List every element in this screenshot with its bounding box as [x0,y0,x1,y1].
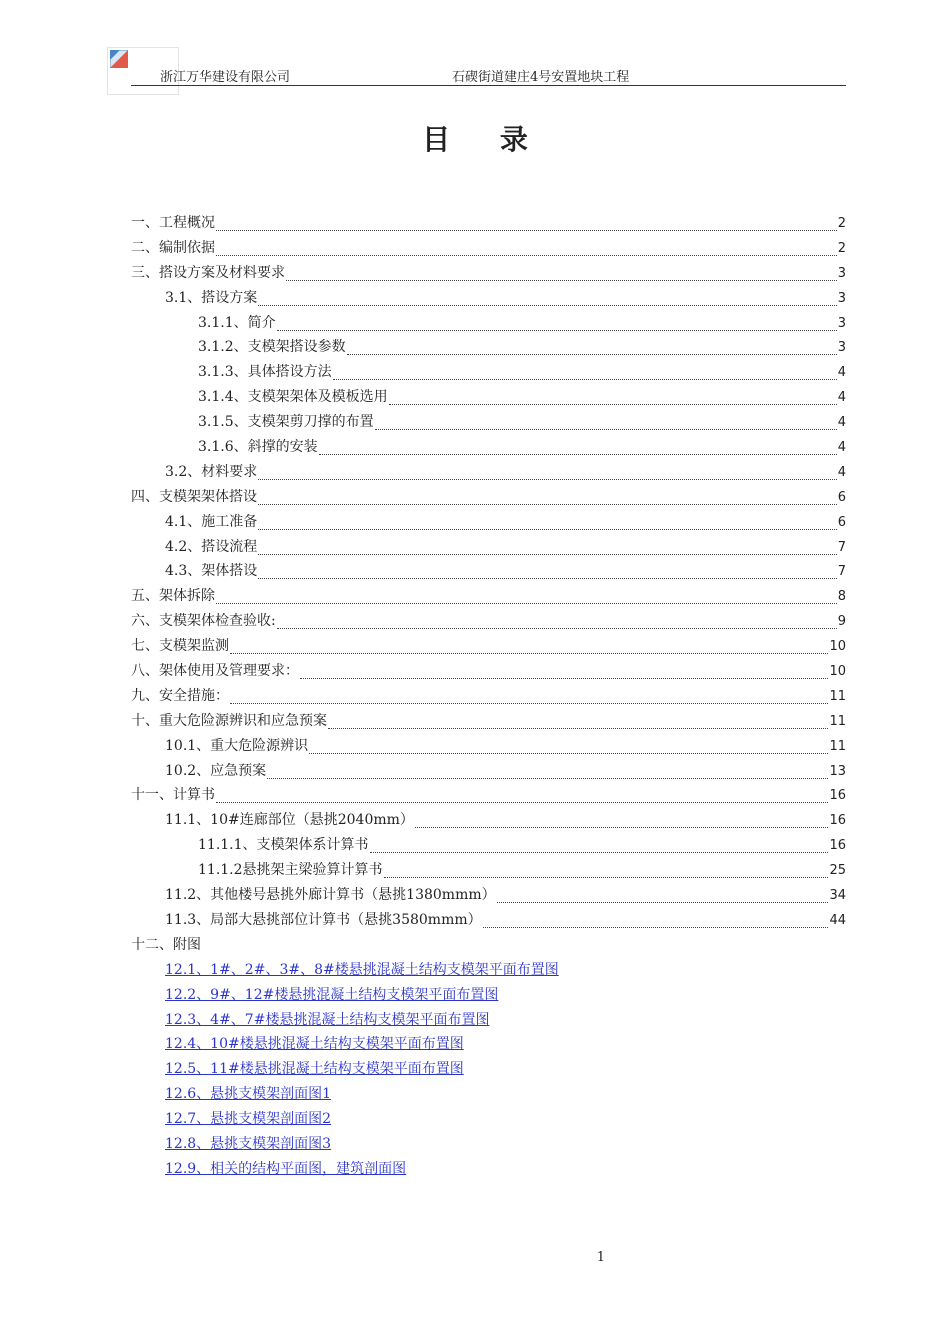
toc-entry-page: 44 [829,912,846,928]
appendix-item [131,985,846,1010]
toc-leader-dots [258,504,837,505]
toc-entry-page: 4 [837,390,846,406]
toc-entry-label: 八、架体使用及管理要求： [131,663,299,680]
appendix-link[interactable]: 12.1、1#、2#、3#、8#楼悬挑混凝土结构支模架平面布置图 [165,961,559,978]
toc-entry[interactable] [131,263,846,288]
header-divider [131,85,846,86]
table-of-contents [131,213,846,1184]
toc-entry[interactable] [131,437,846,462]
toc-entry[interactable] [131,537,846,562]
appendix-link[interactable]: 12.4、10#楼悬挑混凝土结构支模架平面布置图 [165,1036,464,1053]
appendix-link[interactable]: 12.6、悬挑支模架剖面图1 [165,1086,332,1103]
toc-entry-page: 11 [829,738,846,754]
toc-entry-label: 3.1.6、斜撑的安装 [198,439,318,456]
toc-entry-page: 3 [837,315,846,331]
toc-entry[interactable] [131,561,846,586]
toc-entry[interactable] [131,810,846,835]
appendix-item [131,1134,846,1159]
toc-leader-dots [267,778,828,779]
toc-entry-page: 6 [837,489,846,505]
toc-leader-dots [328,728,828,729]
toc-entry[interactable] [131,736,846,761]
toc-entry-page: 11 [829,713,846,729]
toc-leader-dots [258,305,836,306]
toc-entry-label: 四、支模架架体搭设 [131,488,257,505]
toc-entry[interactable] [131,636,846,661]
appendix-link[interactable]: 12.3、4#、7#楼悬挑混凝土结构支模架平面布置图 [165,1011,490,1028]
toc-leader-dots [497,902,829,903]
page-number: 1 [596,1250,605,1265]
toc-entry-label: 七、支模架监测 [131,638,229,655]
toc-entry-label: 11.2、其他楼号悬挑外廊计算书（悬挑1380mmm） [165,887,496,904]
toc-entry[interactable] [131,512,846,537]
company-logo-icon [110,50,128,68]
toc-leader-dots [319,454,837,455]
toc-entry[interactable] [131,586,846,611]
toc-entry[interactable] [131,238,846,263]
toc-entry-page: 10 [829,664,846,680]
toc-entry-page: 16 [829,838,846,854]
toc-leader-dots [230,703,828,704]
toc-leader-dots [216,255,837,256]
toc-entry[interactable] [131,387,846,412]
toc-entry-label: 11.1、10#连廊部位（悬挑2040mm） [165,812,414,829]
header-project: 石碶街道建庄4号安置地块工程 [452,70,630,85]
toc-leader-dots [258,578,836,579]
toc-entry-label: 3.1、搭设方案 [165,289,258,306]
toc-entry-label: 一、工程概况 [131,215,215,231]
toc-entry-label: 3.2、材料要求 [165,463,258,480]
toc-entry-label: 4.1、施工准备 [165,513,258,530]
toc-leader-dots [375,429,837,430]
toc-leader-dots [216,603,837,604]
toc-leader-dots [216,230,837,231]
toc-leader-dots [384,877,829,878]
appendix-link[interactable]: 12.7、悬挑支模架剖面图2 [165,1111,332,1128]
toc-leader-dots [258,479,836,480]
toc-entry-label: 3.1.5、支模架剪刀撑的布置 [198,414,374,431]
toc-entry-label: 4.3、架体搭设 [165,563,258,580]
toc-entry-label: 3.1.3、具体搭设方法 [198,364,332,381]
toc-leader-dots [277,628,837,629]
toc-entry[interactable] [131,761,846,786]
toc-entry-label: 11.1.2悬挑架主梁验算计算书 [198,862,383,879]
toc-entry[interactable] [131,860,846,885]
appendix-item [131,1034,846,1059]
toc-entry-label: 3.1.1、简介 [198,314,276,331]
toc-entry-page: 13 [829,763,846,779]
toc-entry-page: 2 [837,216,846,231]
appendix-item [131,1010,846,1035]
toc-entry-page: 16 [829,813,846,829]
toc-entry[interactable] [131,661,846,686]
toc-entry[interactable] [131,462,846,487]
toc-leader-dots [216,802,828,803]
toc-leader-dots [277,330,837,331]
toc-entry-label: 三、搭设方案及材料要求 [131,264,285,281]
toc-entry-page: 25 [829,863,846,879]
toc-entry-label: 五、架体拆除 [131,588,215,605]
toc-entry[interactable] [131,337,846,362]
toc-entry[interactable] [131,835,846,860]
appendix-link[interactable]: 12.9、相关的结构平面图，建筑剖面图 [165,1160,407,1177]
toc-entry[interactable] [131,313,846,338]
toc-entry-page: 4 [837,365,846,381]
toc-leader-dots [309,753,828,754]
toc-entry-label: 十一、计算书 [131,787,215,804]
toc-entry-page: 6 [837,514,846,530]
toc-entry[interactable] [131,412,846,437]
toc-leader-dots [483,927,829,928]
toc-entry-page: 11 [829,688,846,704]
toc-entry-page: 10 [829,639,846,655]
toc-entry-page: 7 [837,539,846,555]
toc-entry[interactable] [131,785,846,810]
toc-entry-label: 11.1.1、支模架体系计算书 [198,837,369,854]
toc-entry-page: 3 [837,265,846,281]
appendix-heading: 十二、附图 [131,936,201,953]
toc-entry[interactable] [131,611,846,636]
toc-entry[interactable] [131,910,846,935]
toc-leader-dots [230,653,828,654]
toc-entry[interactable] [131,487,846,512]
toc-entry-page: 4 [837,440,846,456]
toc-leader-dots [389,404,837,405]
appendix-link[interactable]: 12.8、悬挑支模架剖面图3 [165,1135,332,1152]
appendix-link[interactable]: 12.2、9#、12#楼悬挑混凝土结构支模架平面布置图 [165,986,499,1003]
toc-leader-dots [347,354,837,355]
toc-entry-page: 2 [837,240,846,256]
toc-entry-page: 34 [829,888,846,904]
toc-entry[interactable] [131,362,846,387]
toc-entry-label: 11.3、局部大悬挑部位计算书（悬挑3580mmm） [165,911,482,928]
toc-entry-page: 4 [837,415,846,431]
toc-leader-dots [415,827,829,828]
toc-entry[interactable] [131,213,846,238]
toc-entry-label: 九、安全措施： [131,687,229,704]
appendix-item [131,1084,846,1109]
toc-entry[interactable] [131,885,846,910]
appendix-item [131,960,846,985]
toc-entry-page: 3 [837,290,846,306]
toc-entry[interactable] [131,711,846,736]
toc-leader-dots [370,852,829,853]
toc-entry-page: 4 [837,464,846,480]
toc-entry-label: 3.1.4、支模架架体及模板选用 [198,389,388,406]
toc-entry-label: 10.1、重大危险源辨识 [165,737,309,754]
toc-leader-dots [286,280,837,281]
toc-entry-page: 8 [837,589,846,605]
toc-entry-label: 十、重大危险源辨识和应急预案 [131,712,327,729]
toc-entry-page: 7 [837,564,846,580]
appendix-item [131,1059,846,1084]
header-company: 浙江万华建设有限公司 [160,70,291,85]
toc-entry-label: 4.2、搭设流程 [165,538,258,555]
page-title: 目 录 [422,123,548,156]
toc-leader-dots [258,529,836,530]
appendix-link[interactable]: 12.5、11#楼悬挑混凝土结构支模架平面布置图 [165,1061,464,1078]
toc-entry[interactable] [131,288,846,313]
appendix-item [131,1159,846,1184]
toc-leader-dots [300,678,828,679]
toc-entry-page: 16 [829,788,846,804]
toc-leader-dots [333,379,837,380]
toc-entry[interactable] [131,686,846,711]
toc-entry-label: 六、支模架体检查验收: [131,613,276,630]
toc-entry-page: 9 [837,614,846,630]
toc-entry-label: 3.1.2、支模架搭设参数 [198,339,346,356]
toc-entry-label: 二、编制依据 [131,239,215,256]
appendix-item [131,1109,846,1134]
toc-leader-dots [258,554,836,555]
toc-entry-label: 10.2、应急预案 [165,762,267,779]
toc-entry-page: 3 [837,340,846,356]
